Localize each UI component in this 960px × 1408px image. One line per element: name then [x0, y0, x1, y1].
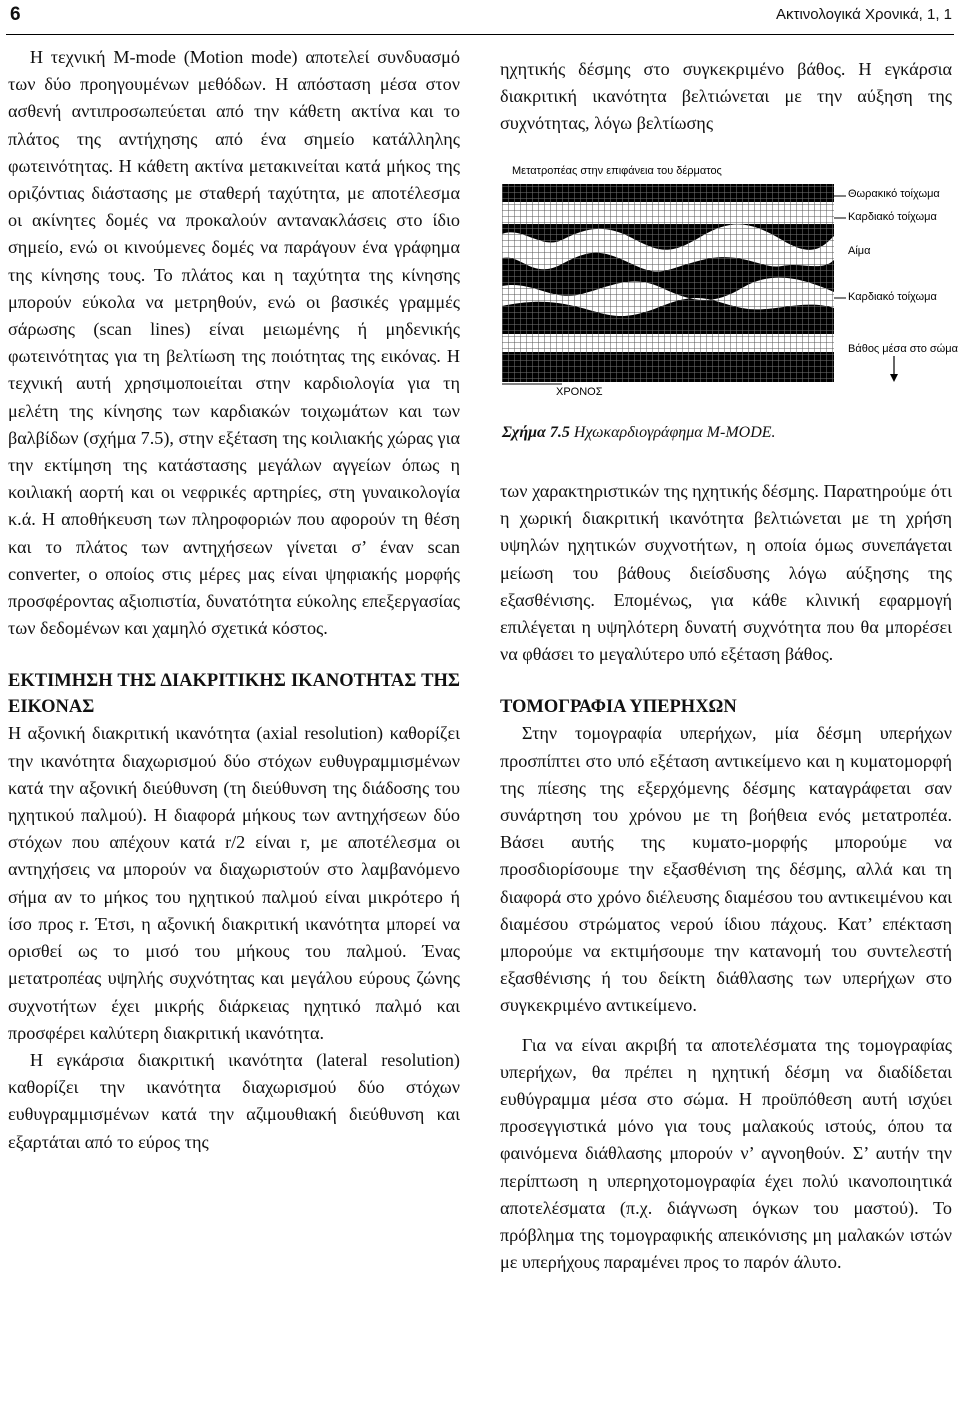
axial-resolution-paragraph: Η αξονική διακριτική ικανότητα (axial resolution) καθορίζει την ικανότητα διαχωρισμού δύο στόχων ευθυγραμμισμένων κατά την αξονική διεύθυνση (τη διεύθυνση της διάδοσης του ηχητικού παλμού). Η διαφορά μήκους των αντηχήσεων δύο στόχων που απέχουν κατά r/2 είναι r, με αποτέλεσμα οι αντηχήσεις να μπορούν να διαχωριστούν στο λαμβανόμενο σήμα αν το μήκος του ηχητικού παλμού είναι μικρότερο ή ίσο προς r. Έτσι, η αξονική διακριτική ικανότητα μπορεί να ορισθεί ως το μισό του μήκους του παλμού. Ένας μετατροπέας υψηλής συχνότητας και μεγάλου εύρους ζώνης συχνοτήτων έχει μικρής διάρκειας ηχητικό παλμό και προσφέρει καλύτερη διακριτική ικανότητα.: [8, 723, 460, 1043]
right-column-bottom: [500, 478, 952, 1276]
label-chest-wall: Θωρακικό τοίχωμα: [848, 188, 940, 200]
mmode-paragraph: Η τεχνική Μ-mode (Motion mode) αποτελεί συνδυασμό των δύο προηγουμένων μεθόδων. Η απόσταση μέσα στον ασθενή αντιπροσωπεύεται από την κάθετη ακτίνα και το πλάτος της αντήχησης από ένα σημείο κατάλληλης φωτεινότητας. Η κάθετη ακτίνα μετακινείται κατά μήκος της οριζόντιας διάστασης με σταθερή ταχύτητα, με αποτέλεσμα οι ακίνητες δομές να προκαλούν αντανακλάσεις στο ίδιο σημείο, ενώ οι κινούμενες δομές να παράγουν ένα γράφημα της κίνησης τους. Το πλάτος και η ταχύτητα της κίνησης μπορούν εύκολα να μετρηθούν, ενώ οι βασικές γραμμές σάρωσης (scan lines) είναι μειωμένης ή μηδενικής φωτεινότητας για τη βελτίωση της ποιότητας της εικόνας. Η τεχνική αυτή χρησιμοποιείται στην καρδιολογία για τη μελέτη της κίνησης των καρδιακών τοιχωμάτων και των βαλβίδων (σχήμα 7.5), στην εξέταση της κοιλιακής χώρας για την εκτίμηση της κατάστασης μεγάλων αγγείων όπως η κοιλιακή αορτή και οι νεφρικές αρτηρίες, στη γυναικολογία κ.ά. Η αποθήκευση των πληροφοριών που αφορούν τη θέση και το πλάτος των αντηχήσεων γίνεται σ’ έναν scan converter, ο οποίος στις μέρες μας είναι ψηφιακής μορφής προσφέροντας αξιοπιστία, δυνατότητα εύκολης επεξεργασίας των δεδομένων και χαμηλό σχετικά κόστος.: [8, 47, 460, 639]
right-column-top: [500, 56, 952, 138]
caption-number: Σχήμα 7.5: [502, 424, 570, 441]
mmode-figure: [502, 156, 958, 404]
page-number: 6: [10, 4, 21, 25]
header-rule: [6, 34, 954, 35]
label-cardiac-wall-2: Καρδιακό τοίχωμα: [848, 291, 937, 303]
depth-arrow-head: [890, 374, 898, 382]
tomography-paragraph-1: Στην τομογραφία υπερήχων, μία δέσμη υπερήχων προσπίπτει στο υπό εξέταση αντικείμενο και η κυματομορφή της πίεσης της εξερχόμενης δέσμης καταγράφεται σαν συνάρτηση του χρόνου με τη βοήθεια ενός μετατροπέα. Βάσει αυτής της κυματο-μορφής μπορούμε να προσδιορίσουμε την εξασθένιση της δέσμης, αλλά και τη διαφορά στο χρόνο διέλευσης διαμέσου του αντικειμένου και διαμέσου στρώματος νερού ίδιου πάχους. Κατ’ επέκταση μπορούμε να εκτιμήσουμε την κατανομή του συντελεστή εξασθένισης ή του δείκτη διάθλασης των υπερήχων στο συγκεκριμένο αντικείμενο.: [500, 723, 952, 1016]
ultrasound-tomography-heading: ΤΟΜΟΓΡΑΦΙΑ ΥΠΕΡΗΧΩΝ: [500, 697, 737, 718]
journal-title: Ακτινολογικά Χρονικά, 1, 1: [776, 6, 952, 23]
label-blood: Αίμα: [848, 245, 871, 257]
label-time: ΧΡΟΝΟΣ: [556, 386, 603, 398]
label-cardiac-wall-1: Καρδιακό τοίχωμα: [848, 211, 937, 223]
lateral-resolution-paragraph: Η εγκάρσια διακριτική ικανότητα (lateral resolution) καθορίζει την ικανότητα διαχωρισμού δύο στόχων ευθυγραμμισμένων κατά την αζιμουθιακή διεύθυνση και εξαρτάται από το εύρος της: [8, 1049, 460, 1152]
chest-wall-band: [502, 202, 834, 224]
lower-wall-band: [502, 334, 834, 352]
label-transducer: Μετατροπέας στην επιφάνεια του δέρματος: [512, 165, 722, 177]
tomography-paragraph-2: Για να είναι ακριβή τα αποτελέσματα της τομογραφίας υπερήχων, θα πρέπει η ηχητική δέσμη να διαδίδεται ευθύγραμμα μέσα στο σώμα. Η προϋπόθεση αυτή ισχύει προσεγγιστικά μόνο για τους μαλακούς ιστούς, όπου τα φαινόμενα διάθλασης μπορούν ν’ αγνοηθούν. Σ’ αυτήν την περίπτωση η υπερηχοτομογραφία έχει πολύ ικανοποιητικά αποτελέσματα (π.χ. διάγνωση όγκων του μαστού). Το πρόβλημα της τομογραφικής απεικόνισης μη μαλακών ιστών με υπερήχους παραμένει προς το παρόν άλυτο.: [500, 1034, 952, 1273]
figure-caption: [502, 424, 776, 442]
continuation-paragraph: ηχητικής δέσμης στο συγκεκριμένο βάθος. Η εγκάρσια διακριτική ικανότητα βελτιώνεται με την αύξηση της συχνότητας, λόγω βελτίωσης: [500, 59, 952, 134]
caption-text: Ηχωκαρδιογράφημα M-MODE.: [573, 424, 776, 441]
label-depth: Βάθος μέσα στο σώμα: [848, 343, 958, 355]
resolution-heading: ΕΚΤΙΜΗΣΗ ΤΗΣ ΔΙΑΚΡΙΤΙΚΗΣ ΙΚΑΝΟΤΗΤΑΣ ΤΗΣ ΕΙΚΟΝΑΣ: [8, 671, 460, 718]
frequency-paragraph: των χαρακτηριστικών της ηχητικής δέσμης. Παρατηρούμε ότι η χωρική διακριτική ικανότητα βελτιώνεται με τη χρήση υψηλών ηχητικών συχνοτήτων, η οποία όμως συνεπάγεται μείωση του βάθους διείσδυσης λόγω αύξησης της εξασθένισης. Επομένως, για κάθε κλινική εφαρμογή επιλέγεται η υψηλότερη δυνατή συχνότητα που θα μπορέσει να φθάσει το μεγαλύτερο υπό εξέταση βάθος.: [500, 481, 952, 665]
left-column: [8, 44, 460, 1156]
